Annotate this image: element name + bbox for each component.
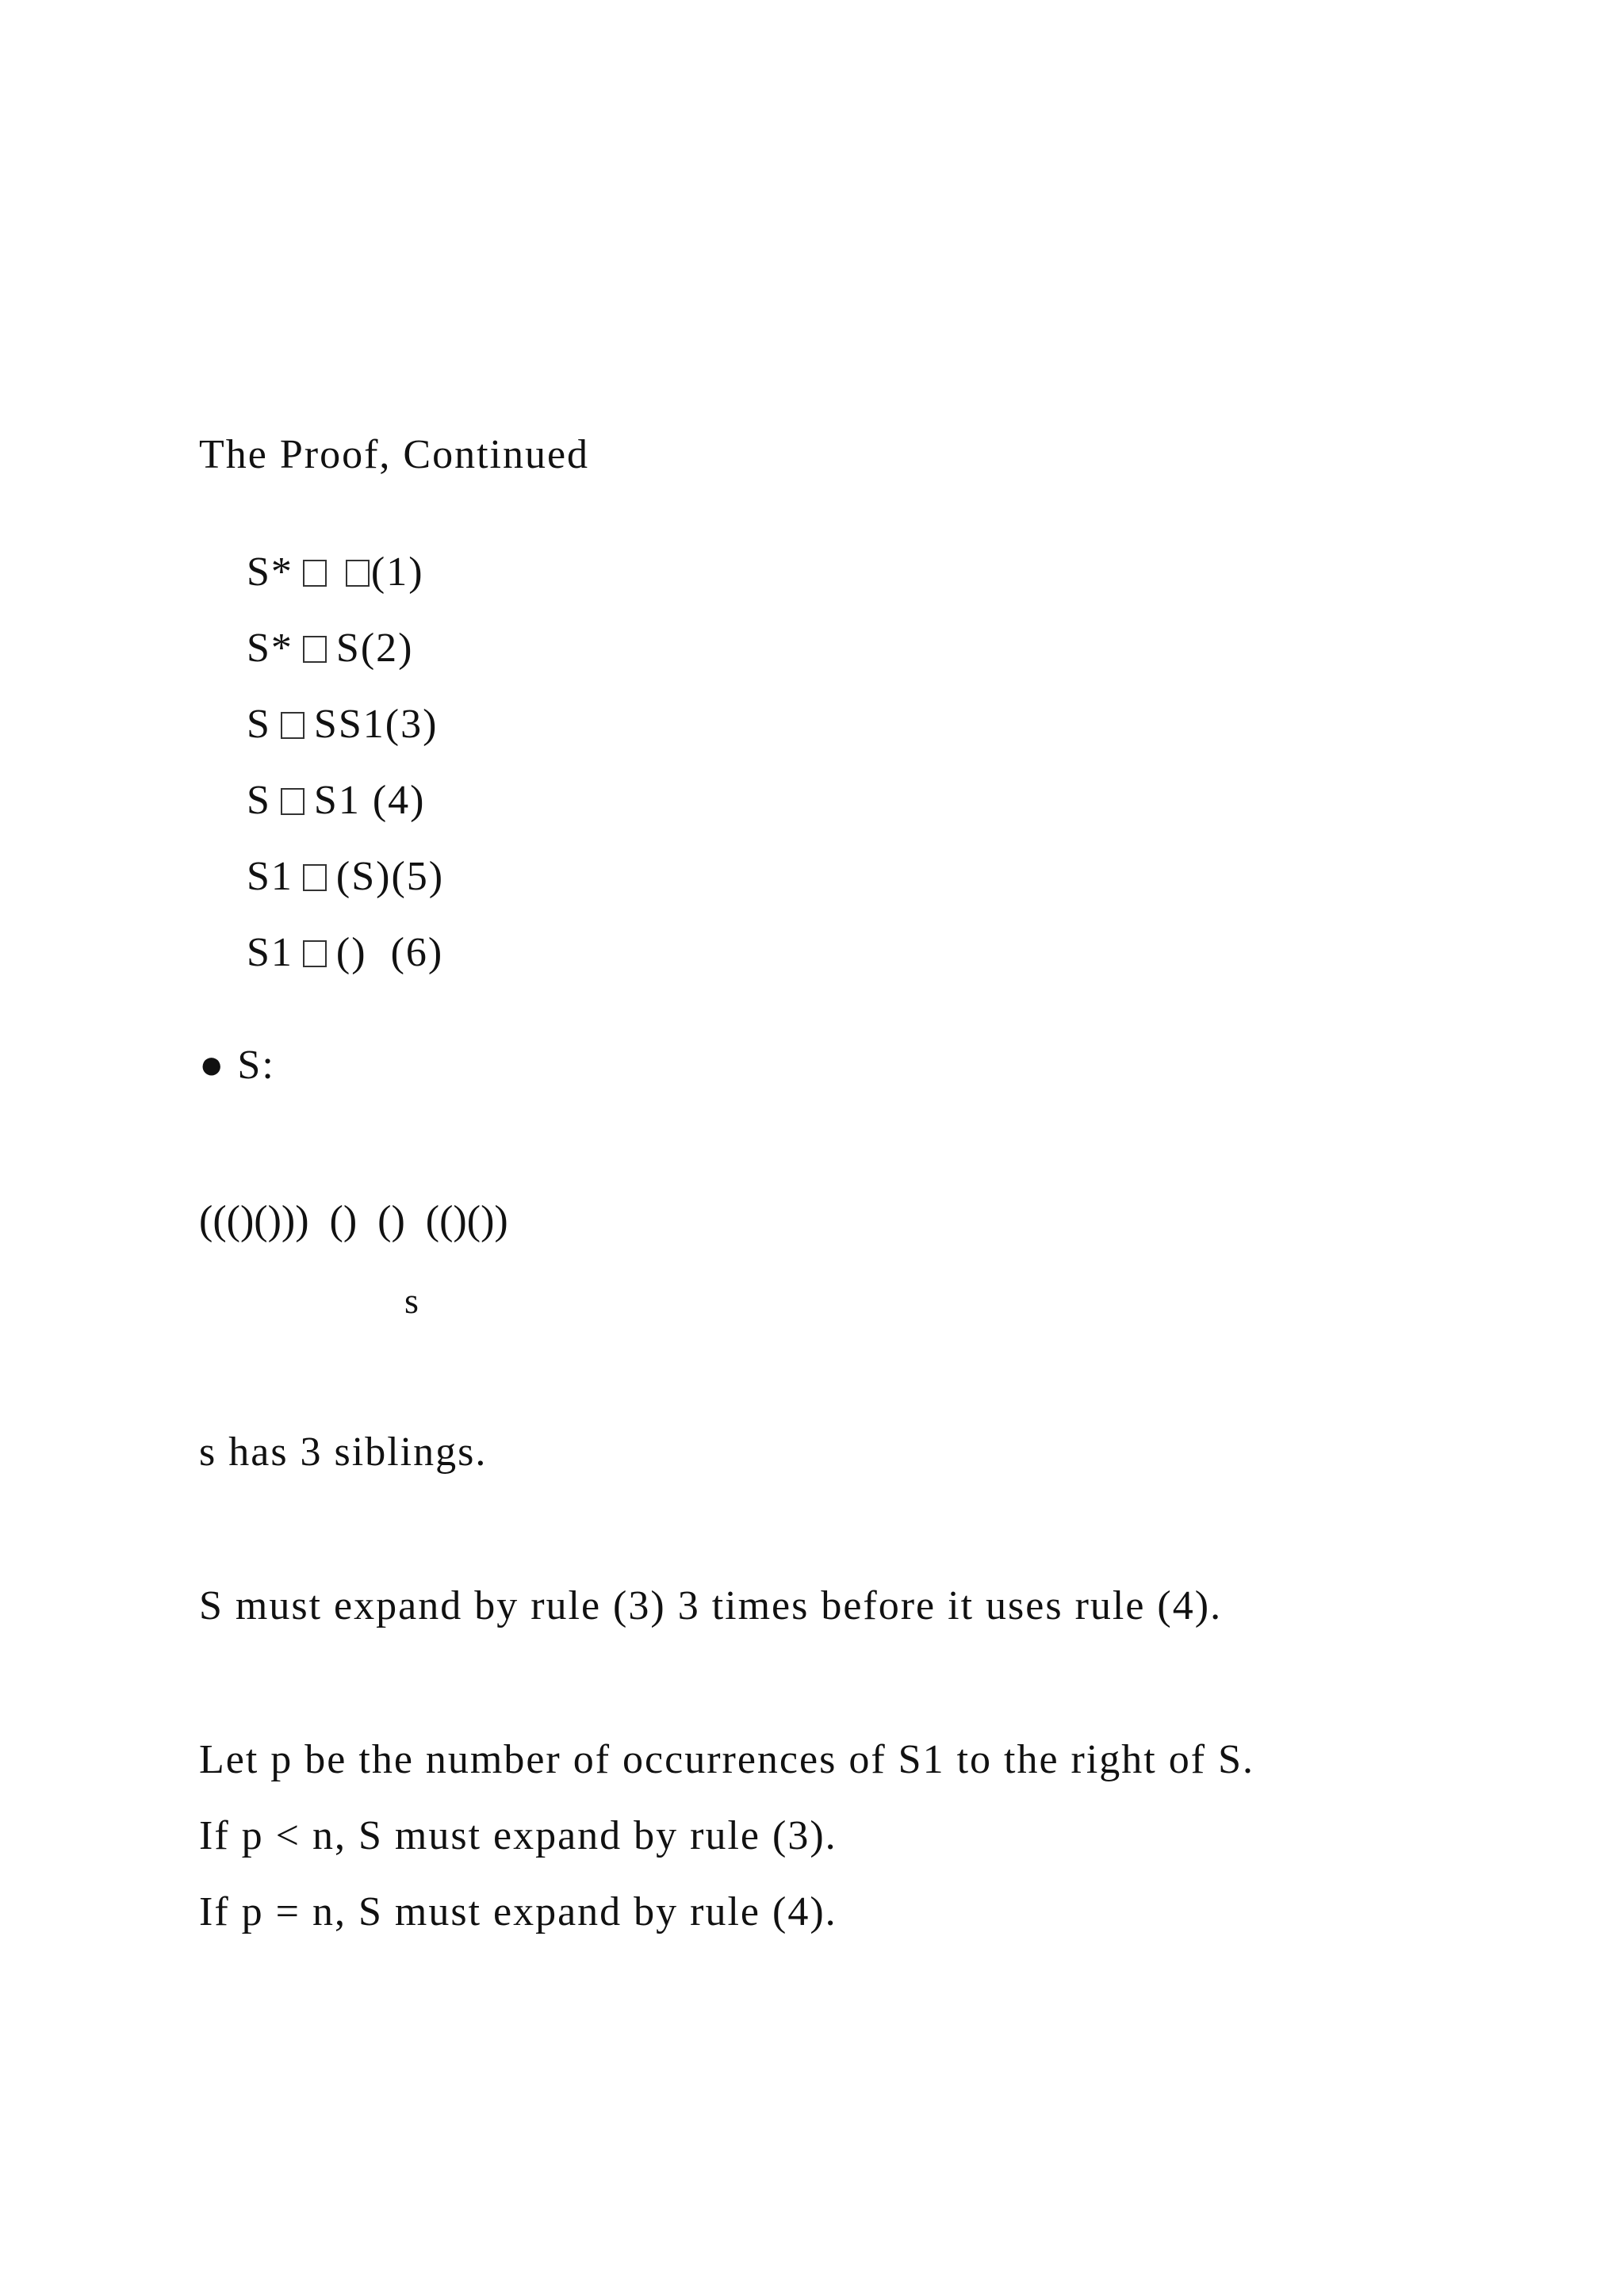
expand-statement: S must expand by rule (3) 3 times before it uses rule (4).: [199, 1583, 1223, 1628]
rule-5-rhs: (S): [335, 854, 392, 899]
rule-3-rhs: SS1: [313, 702, 385, 747]
page-title: The Proof, Continued: [199, 432, 590, 477]
rule-4-label: (4): [360, 778, 426, 823]
arrow-glyph-icon: [303, 636, 327, 663]
rule-5-lhs: S1: [247, 854, 293, 899]
parenthesis-string: ((()())) () () (()()): [199, 1198, 508, 1243]
grammar-rule-6: [199, 891, 443, 1015]
rule-6-rhs: (): [335, 930, 367, 975]
siblings-statement: s has 3 siblings.: [199, 1429, 488, 1475]
s-marker-label: s: [404, 1280, 419, 1321]
rule-2-rhs: S: [335, 626, 361, 671]
rule-2-label: (2): [360, 626, 414, 671]
condition-equal: If p = n, S must expand by rule (4).: [199, 1889, 837, 1934]
epsilon-glyph-icon: [346, 560, 370, 587]
arrow-glyph-icon: [303, 940, 327, 967]
bullet-s: ● S:: [199, 1043, 275, 1088]
rule-5-label: (5): [391, 854, 445, 899]
condition-less-than: If p < n, S must expand by rule (3).: [199, 1813, 837, 1858]
rule-4-lhs: S: [247, 778, 271, 823]
rule-4-rhs: S1: [313, 778, 361, 823]
rule-3-lhs: S: [247, 702, 271, 747]
rule-1-label: (1): [370, 549, 424, 595]
rule-1-lhs: S*: [247, 549, 293, 595]
p-definition: Let p be the number of occurrences of S1 to the right of S.: [199, 1737, 1254, 1782]
rule-3-label: (3): [385, 702, 439, 747]
rule-2-lhs: S*: [247, 626, 293, 671]
rule-6-label: (6): [366, 930, 444, 975]
arrow-glyph-icon: [303, 864, 327, 891]
rule-6-lhs: S1: [247, 930, 293, 975]
arrow-glyph-icon: [281, 788, 304, 815]
arrow-glyph-icon: [303, 560, 327, 587]
arrow-glyph-icon: [281, 712, 304, 739]
